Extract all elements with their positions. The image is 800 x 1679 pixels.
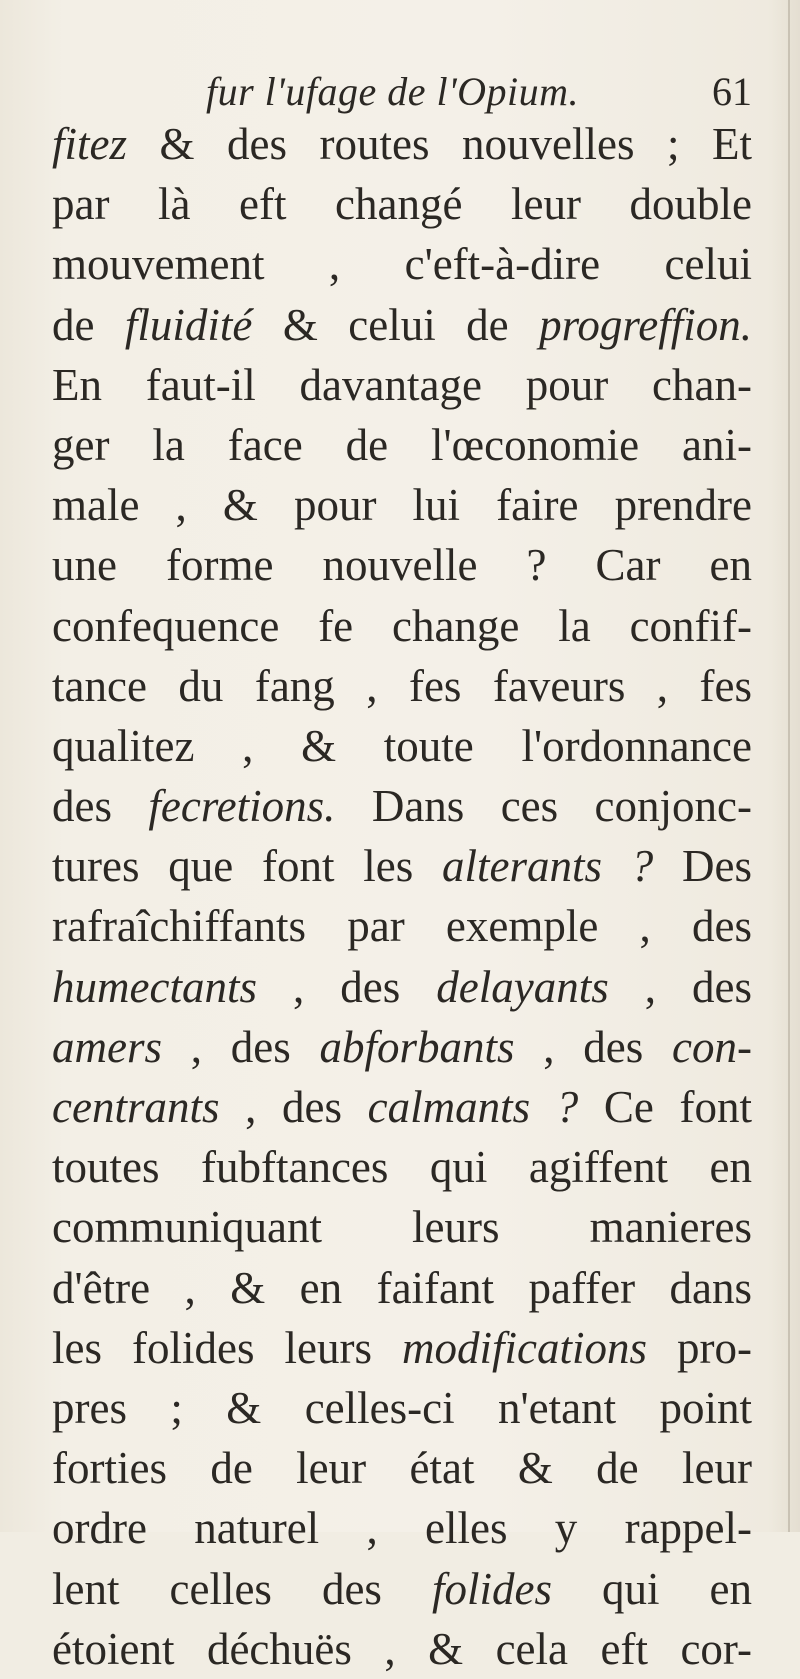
text-run: par là eft changé leur double bbox=[52, 179, 752, 230]
text-line bbox=[52, 1438, 752, 1498]
text-line bbox=[52, 1498, 752, 1558]
text-run: rafraîchiffants par exemple , des bbox=[52, 901, 752, 952]
text-line bbox=[52, 1318, 752, 1378]
text-run: , des bbox=[219, 1082, 368, 1132]
text-line bbox=[52, 295, 752, 355]
italic-text: abforbants bbox=[319, 1021, 515, 1072]
italic-text: con- bbox=[672, 1021, 752, 1072]
italic-text: fecretions. bbox=[148, 781, 336, 832]
text-run: les folides leurs bbox=[52, 1322, 402, 1373]
body-text bbox=[52, 114, 752, 1679]
text-run: & des routes nouvelles ; Et bbox=[127, 119, 752, 169]
text-run: étoient déchuës , & cela eft cor- bbox=[52, 1623, 752, 1674]
text-line bbox=[52, 716, 752, 776]
text-run: lent celles des bbox=[52, 1563, 432, 1614]
text-run: En faut-il davantage pour chan- bbox=[52, 359, 752, 410]
text-run: ordre naturel , elles y rappel- bbox=[52, 1503, 752, 1554]
text-run: des bbox=[52, 781, 149, 832]
text-run: , des bbox=[256, 961, 437, 1012]
text-run: Dans ces conjonc- bbox=[335, 781, 752, 832]
text-line bbox=[52, 415, 752, 475]
text-line bbox=[52, 896, 752, 956]
text-line bbox=[52, 596, 752, 656]
page-header bbox=[0, 68, 800, 118]
text-run: qui en bbox=[551, 1563, 752, 1614]
italic-text: modifications bbox=[402, 1322, 647, 1373]
text-line bbox=[52, 355, 752, 415]
text-line bbox=[52, 1559, 752, 1619]
italic-text: folides bbox=[431, 1563, 552, 1614]
text-run: , des bbox=[162, 1021, 320, 1072]
italic-text: progreffion. bbox=[539, 299, 752, 350]
text-run: une forme nouvelle ? Car en bbox=[52, 540, 752, 591]
text-run: toutes fubftances qui agiffent en bbox=[52, 1142, 752, 1193]
italic-text: fitez bbox=[52, 119, 127, 169]
text-line bbox=[52, 656, 752, 716]
text-line bbox=[52, 174, 752, 234]
text-line bbox=[52, 1077, 752, 1137]
text-line bbox=[52, 1197, 752, 1257]
text-run: tance du fang , fes faveurs , fes bbox=[52, 660, 752, 711]
text-run: , des bbox=[514, 1021, 673, 1072]
text-run: qualitez , & toute l'ordonnance bbox=[52, 720, 752, 771]
text-line bbox=[52, 1378, 752, 1438]
text-run: communiquant leurs manieres bbox=[52, 1202, 752, 1253]
italic-text: alterants ? bbox=[441, 841, 654, 892]
text-run: d'être , & en faifant paffer dans bbox=[52, 1262, 752, 1313]
text-run: Ce font bbox=[578, 1082, 752, 1132]
text-line bbox=[52, 475, 752, 535]
italic-text: delayants bbox=[436, 961, 609, 1012]
page-edge-line bbox=[788, 0, 790, 1532]
text-run: & celui de bbox=[252, 299, 540, 350]
text-run: tures que font les bbox=[52, 841, 442, 892]
text-run: , des bbox=[608, 961, 752, 1012]
text-line bbox=[52, 1258, 752, 1318]
text-line bbox=[52, 1017, 752, 1077]
text-line bbox=[52, 776, 752, 836]
text-line bbox=[52, 114, 752, 174]
text-run: de bbox=[52, 299, 125, 350]
text-run: forties de leur état & de leur bbox=[52, 1443, 752, 1494]
text-line bbox=[52, 836, 752, 896]
text-line bbox=[52, 535, 752, 595]
italic-text: amers bbox=[52, 1021, 162, 1072]
page-number: 61 bbox=[712, 69, 752, 114]
text-line bbox=[52, 234, 752, 294]
text-line bbox=[52, 1619, 752, 1679]
running-head: fur l'ufage de l'Opium. bbox=[206, 69, 580, 114]
text-run: Des bbox=[653, 841, 753, 892]
italic-text: centrants bbox=[52, 1082, 220, 1132]
text-run: pro- bbox=[647, 1322, 752, 1373]
text-run: confequence fe change la confif- bbox=[52, 600, 752, 651]
italic-text: humectants bbox=[52, 961, 257, 1012]
italic-text: calmants ? bbox=[367, 1082, 579, 1132]
text-run: pres ; & celles-ci n'etant point bbox=[52, 1382, 752, 1433]
text-run: ger la face de l'œconomie ani- bbox=[52, 419, 752, 470]
text-line bbox=[52, 957, 752, 1017]
italic-text: fluidité bbox=[124, 299, 253, 350]
text-run: mouvement , c'eft-à-dire celui bbox=[52, 239, 752, 290]
text-run: male , & pour lui faire prendre bbox=[52, 480, 752, 531]
text-line bbox=[52, 1137, 752, 1197]
